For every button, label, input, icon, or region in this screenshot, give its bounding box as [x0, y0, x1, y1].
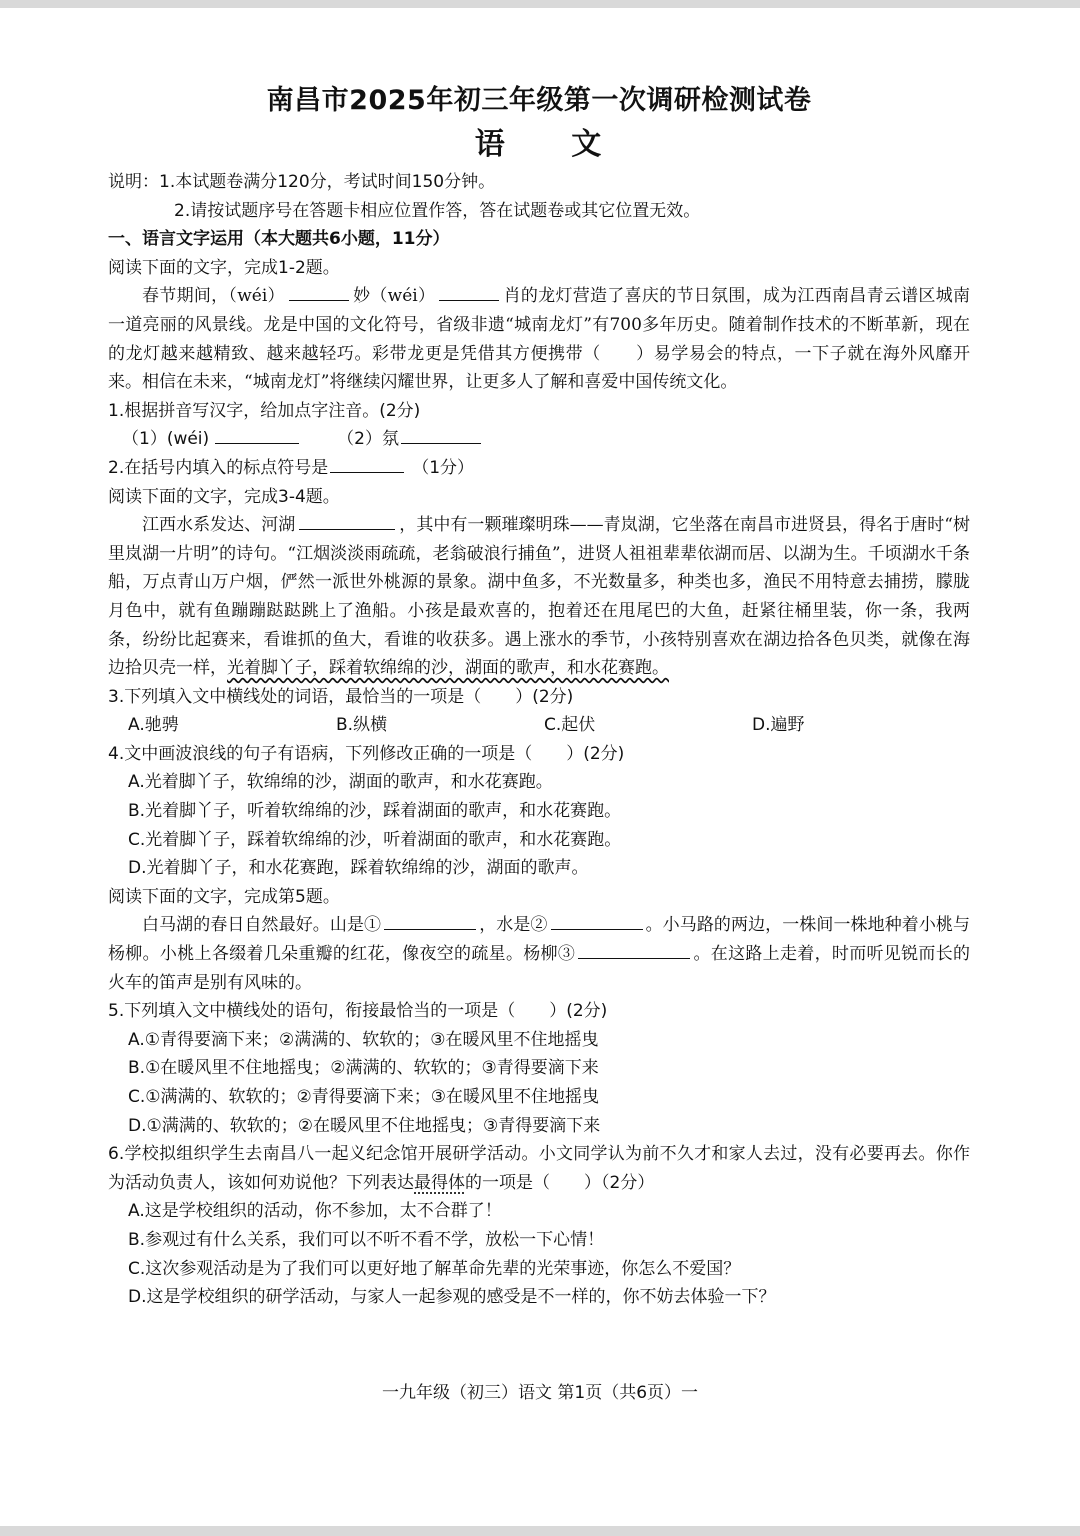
- instruction-item-1: 1.本试题卷满分120分，考试时间150分钟。: [159, 172, 496, 192]
- answer-blank: [215, 428, 299, 444]
- q6-option-c: C.这次参观活动是为了我们可以更好地了解革命先辈的光荣事迹，你怎么不爱国？: [128, 1258, 741, 1279]
- q3-option-a: A.驰骋: [128, 715, 179, 736]
- passage-2-part-a: 江西水系发达、河湖: [142, 515, 296, 536]
- q4-option-a: A.光着脚丫子，软绵绵的沙，湖面的歌声，和水花赛跑。: [128, 772, 553, 793]
- answer-blank: [299, 514, 395, 530]
- answer-blank: [384, 914, 476, 930]
- answer-blank: [401, 428, 481, 444]
- q4-option-d: D.光着脚丫子，和水花赛跑，踩着软绵绵的沙，湖面的歌声。: [128, 858, 589, 879]
- exam-page: [108, 82, 970, 1312]
- q3-option-b: B.纵横: [336, 715, 388, 736]
- passage-3-part-a: 白马湖的春日自然最好。山是①: [142, 915, 382, 936]
- passage-1-part-b: 妙（wéi）: [352, 286, 436, 307]
- question-4: 4.文中画波浪线的句子有语病，下列修改正确的一项是（ ）(2分): [108, 743, 625, 764]
- q5-option-a: A.①青得要滴下来；②满满的、软软的；③在暖风里不住地摇曳: [128, 1029, 599, 1050]
- instructions-line-1: [108, 168, 970, 197]
- section-heading: 一、语言文字运用（本大题共6小题，11分）: [108, 229, 450, 250]
- instructions-label: 说明：: [108, 172, 159, 192]
- q5-option-b: B.①在暖风里不住地摇曳；②满满的、软软的；③青得要滴下来: [128, 1058, 599, 1079]
- q6-option-d: D.这是学校组织的研学活动，与家人一起参观的感受是不一样的，你不妨去体验一下？: [128, 1287, 776, 1308]
- passage-3: [108, 911, 970, 997]
- passage-3-part-c: 。小马路的两边，一株间一株地种着小桃与杨柳。小桃上各缀着几朵重瓣的红花，像夜空的疏星。杨柳③: [108, 915, 971, 965]
- question-5: 5.下列填入文中横线处的语句，衔接最恰当的一项是（ ）(2分): [108, 1001, 608, 1022]
- answer-blank: [551, 914, 643, 930]
- wavy-underlined-sentence: 光着脚丫子，踩着软绵绵的沙，湖面的歌声，和水花赛跑。: [227, 658, 669, 679]
- q4-option-c: C.光着脚丫子，踩着软绵绵的沙，听着湖面的歌声，和水花赛跑。: [128, 829, 622, 850]
- question-1-sub-1: （1）(wéi): [122, 429, 210, 450]
- answer-blank: [330, 457, 404, 473]
- passage-1: [108, 282, 970, 396]
- passage-2-part-b: ，其中有一颗璀璨明珠——青岚湖，它坐落在南昌市进贤县，得名于唐时“树里岚湖一片明”的诗句。“江烟淡淡雨疏疏，老翁破浪行捕鱼”，进贤人祖祖辈辈依湖而居、以湖为生。千顷湖水千条船，万点青山万户烟，俨然一派世外桃源的景象。湖中鱼多，不光数量多，种类也多，渔民不用特意去捕捞，朦胧月色中，就有鱼蹦蹦跶跶跳上了渔船。小孩是最欢喜的，抱着还在甩尾巴的大鱼，赶紧往桶里装，你一条，我两条，纷纷比起赛来，看谁抓的鱼大，看谁的收获多。遇上涨水的季节，小孩特别喜欢在湖边拾各色贝类，就像在海边拾贝壳一样，: [108, 515, 970, 679]
- question-3-options: [108, 711, 970, 740]
- top-scan-border: [0, 0, 1080, 8]
- instruction-item-2: 2.请按试题序号在答题卡相应位置作答，答在试题卷或其它位置无效。: [174, 200, 701, 221]
- subject-title: 语 文: [474, 127, 630, 162]
- question-1-subitems: [108, 425, 970, 454]
- bottom-scan-border: [0, 1526, 1080, 1536]
- answer-blank: [578, 943, 690, 959]
- question-6-part-a: 6.学校拟组织学生去南昌八一起义纪念馆开展研学活动。小文同学认为前不久才和家人去过，没有必要再去。你作为活动负责人，该如何劝说他？下列表达: [108, 1144, 970, 1193]
- question-2-score: （1分）: [412, 457, 475, 478]
- question-1-sub-2: （2）氛: [337, 429, 399, 450]
- page-footer: 一九年级（初三）语文 第1页（共6页）一: [381, 1383, 699, 1403]
- dotted-emphasis-words: 最得体: [414, 1172, 465, 1193]
- question-2: [108, 454, 970, 483]
- question-3: 3.下列填入文中横线处的词语，最恰当的一项是（ ）(2分): [108, 686, 574, 707]
- question-6: [108, 1140, 970, 1197]
- passage-1-part-c: 肖的龙灯营造了喜庆的节日氛围，成为江西南昌青云谱区城南一道亮丽的风景线。龙是中国的文化符号，省级非遗“城南龙灯”有700多年历史。随着制作技术的不断革新，现在的龙灯越来越精致、越来越轻巧。彩带龙更是凭借其方便携带（ ）易学易会的特点，一下子就在海外风靡开来。相信在未来，“城南龙灯”将继续闪耀世界，让更多人了解和喜爱中国传统文化。: [108, 286, 970, 393]
- question-1: 1.根据拼音写汉字，给加点字注音。(2分): [108, 400, 421, 421]
- q6-option-a: A.这是学校组织的活动，你不参加，太不合群了！: [128, 1201, 502, 1222]
- exam-title: 南昌市2025年初三年级第一次调研检测试卷: [266, 85, 812, 116]
- q5-option-c: C.①满满的、软软的；②青得要滴下来；③在暖风里不住地摇曳: [128, 1087, 599, 1107]
- q3-option-d: D.遍野: [752, 715, 805, 736]
- q6-option-b: B.参观过有什么关系，我们可以不听不看不学，放松一下心情！: [128, 1229, 605, 1250]
- question-6-part-b: 的一项是（ ）（2分）: [465, 1172, 655, 1193]
- reading-prompt-2: 阅读下面的文字，完成3-4题。: [108, 486, 340, 507]
- q3-option-c: C.起伏: [544, 715, 596, 736]
- answer-blank: [289, 285, 349, 301]
- question-2-text: 2.在括号内填入的标点符号是: [108, 457, 329, 478]
- reading-prompt-1: 阅读下面的文字，完成1-2题。: [108, 257, 340, 278]
- q5-option-d: D.①满满的、软软的；②在暖风里不住地摇曳；③青得要滴下来: [128, 1115, 601, 1136]
- passage-3-part-b: ，水是②: [479, 915, 548, 936]
- passage-2: [108, 511, 970, 683]
- reading-prompt-3: 阅读下面的文字，完成第5题。: [108, 886, 340, 907]
- q4-option-b: B.光着脚丫子，听着软绵绵的沙，踩着湖面的歌声，和水花赛跑。: [128, 801, 622, 822]
- passage-3-part-d: 。在这路上走着，时而听见锐而长的火车的笛声是别有风味的。: [108, 944, 971, 993]
- answer-blank: [439, 285, 499, 301]
- passage-1-part-a: 春节期间，（wéi）: [142, 286, 285, 307]
